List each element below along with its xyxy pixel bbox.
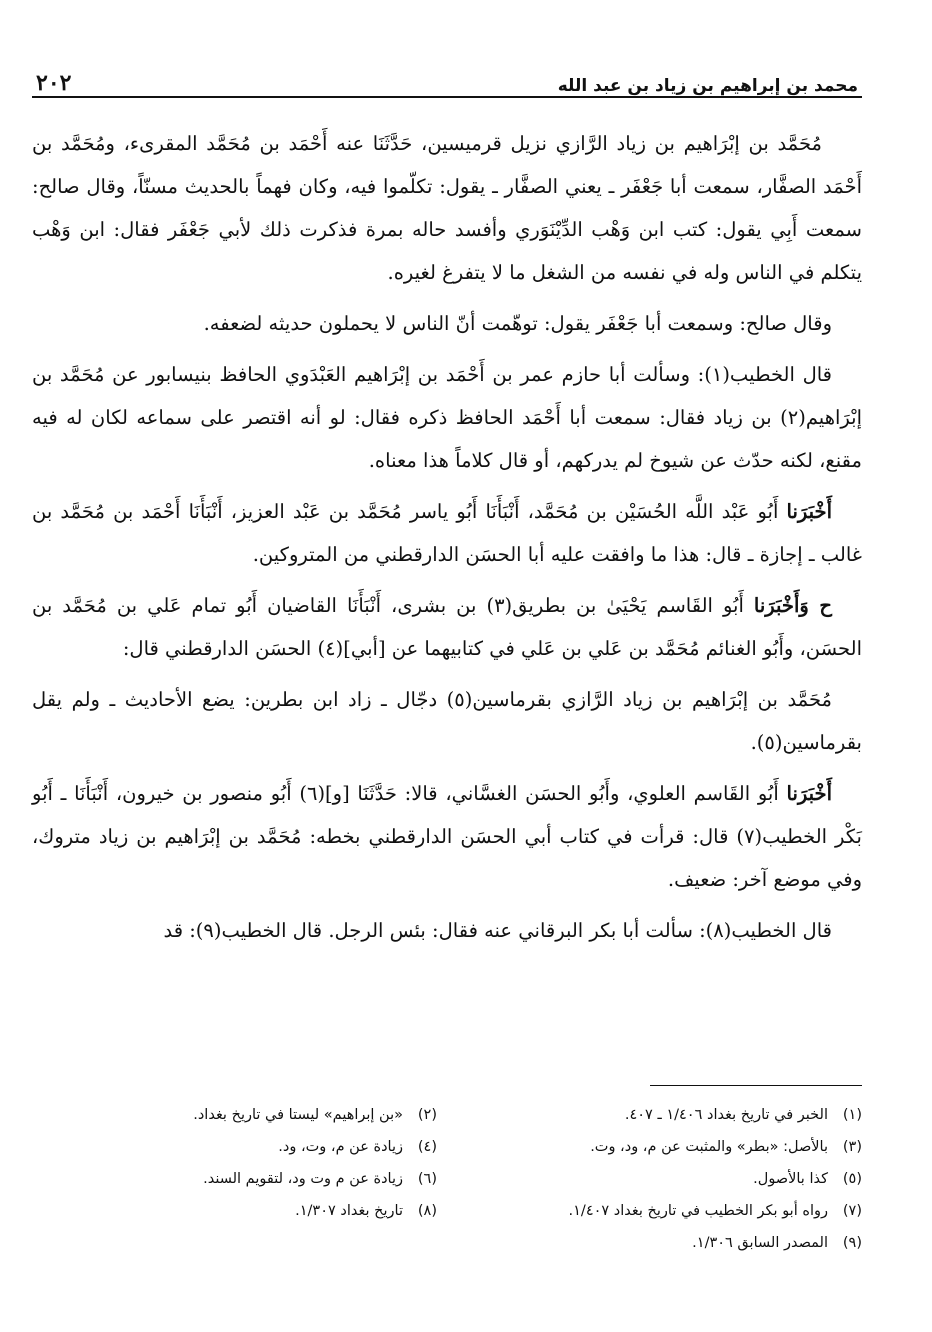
paragraph: أَخْبَرَنا أَبُو عَبْد اللَّه الحُسَيْن بن مُحَمَّد، أَنْبَأَنَا أَبُو ياسر مُحَمَّد بن عَبْد العزيز، أَنْبَأَنَا أَحْمَد بن مُحَمَّد بن غالب ـ إجازة ـ قال: هذا ما وافقت عليه أبا الحسَن الدارقطني من المتروكين.	[32, 500, 862, 566]
footnote: (٦)زيادة عن م وت ود، لتقويم السند.	[203, 1171, 437, 1187]
footnote-rule	[650, 1085, 862, 1086]
footnote: (٣)بالأصل: «بطر» والمثبت عن م، ود، وت.	[590, 1139, 862, 1155]
paragraph: وقال صالح: وسمعت أبا جَعْفَر يقول: توهّمت أنّ الناس لا يحملون حديثه لضعفه.	[203, 312, 832, 335]
page-number: ٢٠٢	[36, 70, 72, 96]
paragraph: ح وَأَخْبَرَنا أَبُو القَاسم يَحْيَىٰ بن بطريق(٣) بن بشرى، أَنْبَأَنَا القاضيان أَبُو تمام عَلي بن مُحَمَّد بن الحسَن، وأَبُو الغنائم مُحَمَّد بن عَلي بن عَلي في كتابيهما عن [أبي](٤) الحسَن الدارقطني قال:	[32, 594, 862, 660]
footnote: (٩)المصدر السابق ١/٣٠٦.	[692, 1235, 862, 1251]
paragraph: مُحَمَّد بن إبْرَاهيم بن زياد الرَّازي نزيل قرميسين، حَدَّثَنَا عنه أَحْمَد بن مُحَمَّد المقرىء، ومُحَمَّد بن أَحْمَد الصفَّار، سمعت أبا جَعْفَر ـ يعني الصفَّار ـ يقول: تكلّموا فيه، وكان فهماً بالحديث مسنّاً، وقال صالح: سمعت أَبِي يقول: كتب ابن وَهْب الدِّيْنَوَري وأفسد حاله بمرة فذكرت ذلك لأبي جَعْفَر فقال: ابن وَهْب يتكلم في الناس وله في نفسه من الشغل ما لا يتفرغ لغيره.	[32, 132, 862, 284]
footnote: (٧)رواه أبو بكر الخطيب في تاريخ بغداد ١/٤٠٧.	[568, 1203, 862, 1219]
footnotes	[32, 1100, 862, 1258]
isnad-lead: أَخْبَرَنا	[786, 782, 832, 805]
footnotes-area	[32, 60, 862, 1332]
paragraph: أَخْبَرَنا أَبُو القَاسم العلوي، وأَبُو الحسَن الغسَّاني، قالا: حَدَّثَنَا [و](٦) أَبُو منصور بن خيرون، أَنْبَأَنَا ـ أَبُو بَكْر الخطيب(٧) قال: قرأت في كتاب أبي الحسَن الدارقطني بخطه: مُحَمَّد بن إبْرَاهيم بن زياد متروك، وفي موضع آخر: ضعيف.	[32, 782, 862, 891]
paragraph: قال الخطيب(١): وسألت أبا حازم عمر بن أَحْمَد بن إبْرَاهيم العَبْدَوي الحافظ بنيسابور عن مُحَمَّد بن إبْرَاهيم(٢) بن زياد فقال: سمعت أبا أَحْمَد الحافظ ذكره فقال: لو أنه اقتصر على سماعه لكان له فيه مقنع، لكنه حدّث عن شيوخ لم يدركهم، أو قال كلاماً هذا معناه.	[32, 363, 862, 472]
running-title: محمد بن إبراهيم بن زياد بن عبد الله	[557, 76, 858, 96]
footnote: (٨)تاريخ بغداد ١/٣٠٧.	[295, 1203, 437, 1219]
paragraph: قال الخطيب(٨): سألت أبا بكر البرقاني عنه فقال: بئس الرجل. قال الخطيب(٩): قد	[163, 919, 832, 942]
paragraph: مُحَمَّد بن إبْرَاهيم بن زياد الرَّازي بقرماسين(٥) دجّال ـ زاد ابن بطرين: يضع الأحاديث ـ ولم يقل بقرماسين(٥).	[32, 688, 862, 754]
footnote: (١)الخبر في تاريخ بغداد ١/٤٠٦ ـ ٤٠٧.	[624, 1107, 862, 1123]
footnote: (٥)كذا بالأصول.	[753, 1171, 862, 1187]
isnad-lead: ح وَأَخْبَرَنا	[753, 594, 832, 617]
isnad-lead: أَخْبَرَنا	[786, 500, 832, 523]
footnote: (٤)زيادة عن م، وت، ود.	[278, 1139, 437, 1155]
footnote: (٢)«بن إبراهيم» ليستا في تاريخ بغداد.	[193, 1107, 437, 1123]
